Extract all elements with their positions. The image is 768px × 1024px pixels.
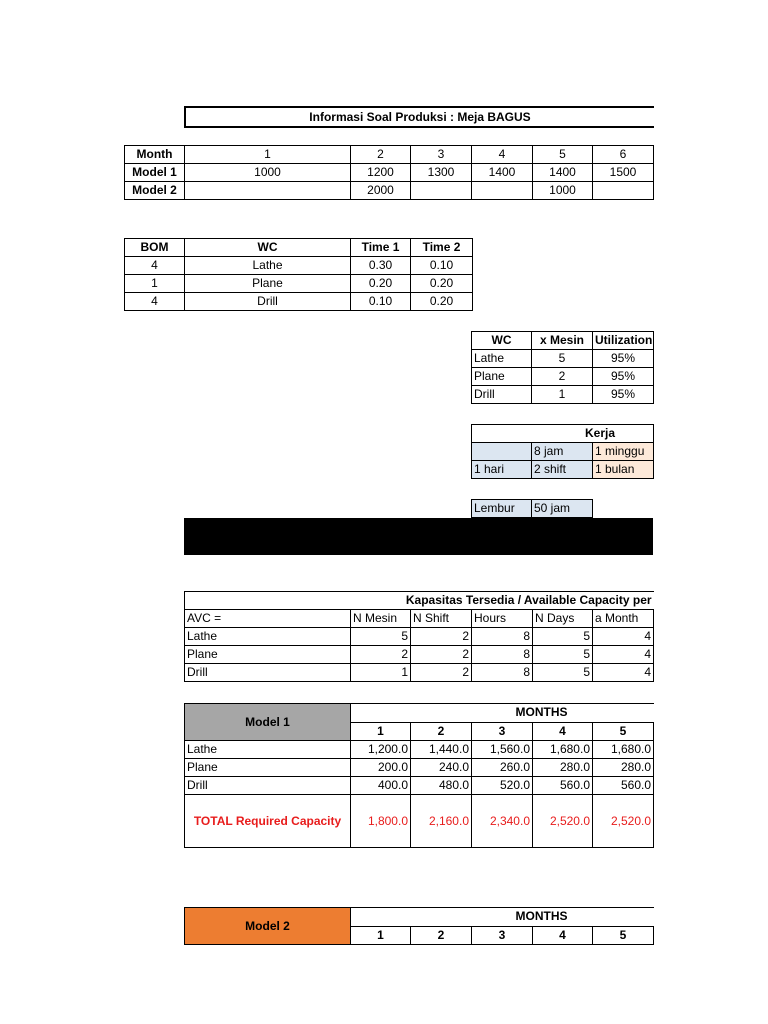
cell: 240.0: [411, 759, 472, 777]
table-row: [125, 164, 654, 182]
avc-table: [184, 591, 654, 682]
demand-table: [124, 145, 654, 200]
cell: [411, 182, 472, 200]
row-label: Model 1: [125, 164, 185, 182]
table-row: [125, 182, 654, 200]
cell: 0.10: [411, 257, 473, 275]
cell: 0.20: [411, 293, 473, 311]
table-row: [472, 368, 654, 386]
total-cell: 2,520.0: [593, 795, 654, 848]
row-label: Lathe: [185, 741, 351, 759]
table-row: [472, 350, 654, 368]
row-label: Model 2: [125, 182, 185, 200]
cell: 95%: [593, 350, 654, 368]
cell: 2: [411, 664, 472, 682]
month-header: 4: [533, 722, 593, 741]
row-label: Drill: [185, 664, 351, 682]
cell: 2: [411, 628, 472, 646]
cell: 8: [472, 646, 533, 664]
table-row: [472, 500, 593, 518]
model1-table: [184, 703, 654, 848]
total-cell: 2,340.0: [472, 795, 533, 848]
header-cell: WC: [185, 239, 351, 257]
header-cell: Time 1: [351, 239, 411, 257]
kerja-title: Kerja: [472, 425, 654, 443]
table-row: [472, 386, 654, 404]
table-row: [185, 646, 654, 664]
header-cell: N Shift: [411, 610, 472, 628]
month-header: 1: [351, 722, 411, 741]
month-header: 5: [593, 722, 654, 741]
table-row: [472, 332, 654, 350]
header-cell: Hours: [472, 610, 533, 628]
header-cell: AVC =: [185, 610, 351, 628]
header-cell: 1: [185, 146, 351, 164]
cell: Lathe: [472, 350, 532, 368]
lembur-value: 50 jam: [532, 500, 593, 518]
header-cell: N Days: [533, 610, 593, 628]
cell: 5: [533, 664, 593, 682]
cell: 560.0: [533, 777, 593, 795]
title-box: [184, 106, 654, 128]
cell: 2: [411, 646, 472, 664]
header-cell: a Month: [593, 610, 654, 628]
cell: 1000: [185, 164, 351, 182]
table-row: [185, 759, 654, 777]
cell: 1200: [351, 164, 411, 182]
header-cell: 2: [351, 146, 411, 164]
month-header: 1: [351, 926, 411, 945]
cell: 4: [125, 257, 185, 275]
cell: 5: [533, 646, 593, 664]
cell: 520.0: [472, 777, 533, 795]
table-row: [125, 293, 473, 311]
total-cell: 1,800.0: [351, 795, 411, 848]
months-label: MONTHS: [351, 704, 654, 723]
cell: 1: [532, 386, 593, 404]
cell: 480.0: [411, 777, 472, 795]
cell: 1 bulan: [593, 461, 654, 479]
month-header: 4: [533, 926, 593, 945]
header-cell: Month: [125, 146, 185, 164]
table-row: [185, 628, 654, 646]
cell: Drill: [185, 293, 351, 311]
cell: 1300: [411, 164, 472, 182]
table-row: [185, 664, 654, 682]
table-row: [125, 257, 473, 275]
black-divider-bar: [184, 518, 653, 555]
cell: 5: [532, 350, 593, 368]
cell: 2000: [351, 182, 411, 200]
cell: Plane: [185, 275, 351, 293]
row-label: Plane: [185, 759, 351, 777]
cell: 2 shift: [532, 461, 593, 479]
cell: 1,560.0: [472, 741, 533, 759]
cell: [185, 182, 351, 200]
cell: 2: [532, 368, 593, 386]
month-header: 2: [411, 926, 472, 945]
month-header: 2: [411, 722, 472, 741]
lembur-label: Lembur: [472, 500, 532, 518]
table-row: [472, 443, 654, 461]
cell: 1 minggu: [593, 443, 654, 461]
cell: 200.0: [351, 759, 411, 777]
table-row: [472, 425, 654, 443]
cell: 1: [125, 275, 185, 293]
cell: 280.0: [533, 759, 593, 777]
cell: 0.30: [351, 257, 411, 275]
cell: 1 hari: [472, 461, 532, 479]
cell: 4: [593, 646, 654, 664]
cell: [472, 443, 532, 461]
month-header: 3: [472, 722, 533, 741]
header-cell: 6: [593, 146, 654, 164]
table-row: [185, 592, 654, 610]
cell: 5: [351, 628, 411, 646]
cell: 1,680.0: [593, 741, 654, 759]
cell: 1400: [533, 164, 593, 182]
header-cell: BOM: [125, 239, 185, 257]
table-row: [185, 777, 654, 795]
page-title: Informasi Soal Produksi : Meja BAGUS: [309, 110, 531, 124]
machines-table: [471, 331, 654, 404]
cell: 1500: [593, 164, 654, 182]
row-label: Plane: [185, 646, 351, 664]
cell: 400.0: [351, 777, 411, 795]
cell: Lathe: [185, 257, 351, 275]
table-row: [125, 239, 473, 257]
lembur-table: [471, 499, 593, 518]
total-label: TOTAL Required Capacity: [185, 795, 351, 848]
table-row: [185, 704, 654, 723]
cell: [593, 182, 654, 200]
table-row: [125, 146, 654, 164]
row-label: Lathe: [185, 628, 351, 646]
table-row: [185, 908, 654, 927]
header-cell: 4: [472, 146, 533, 164]
cell: 8 jam: [532, 443, 593, 461]
bom-table: [124, 238, 473, 311]
row-label: Drill: [185, 777, 351, 795]
cell: 1: [351, 664, 411, 682]
header-cell: x Mesin: [532, 332, 593, 350]
cell: 0.20: [411, 275, 473, 293]
header-cell: Utilization: [593, 332, 654, 350]
model1-label: Model 1: [185, 704, 351, 741]
cell: 1,200.0: [351, 741, 411, 759]
cell: 4: [593, 628, 654, 646]
table-row: [472, 461, 654, 479]
cell: 8: [472, 628, 533, 646]
cell: [472, 182, 533, 200]
table-row: [185, 795, 654, 848]
header-cell: 5: [533, 146, 593, 164]
cell: 1000: [533, 182, 593, 200]
table-row: [125, 275, 473, 293]
cell: 0.20: [351, 275, 411, 293]
table-row: [185, 610, 654, 628]
cell: 260.0: [472, 759, 533, 777]
header-cell: 3: [411, 146, 472, 164]
header-cell: Time 2: [411, 239, 473, 257]
cell: 95%: [593, 386, 654, 404]
header-cell: WC: [472, 332, 532, 350]
cell: 280.0: [593, 759, 654, 777]
avc-title: Kapasitas Tersedia / Available Capacity per: [185, 592, 654, 610]
cell: Plane: [472, 368, 532, 386]
cell: 1,680.0: [533, 741, 593, 759]
table-row: [185, 741, 654, 759]
cell: Drill: [472, 386, 532, 404]
cell: 0.10: [351, 293, 411, 311]
cell: 4: [125, 293, 185, 311]
cell: 560.0: [593, 777, 654, 795]
model2-label: Model 2: [185, 908, 351, 945]
month-header: 3: [472, 926, 533, 945]
total-cell: 2,160.0: [411, 795, 472, 848]
model2-table: [184, 907, 654, 945]
header-cell: N Mesin: [351, 610, 411, 628]
cell: 8: [472, 664, 533, 682]
total-cell: 2,520.0: [533, 795, 593, 848]
cell: 95%: [593, 368, 654, 386]
kerja-table: [471, 424, 654, 479]
cell: 5: [533, 628, 593, 646]
months-label: MONTHS: [351, 908, 654, 927]
month-header: 5: [593, 926, 654, 945]
cell: 2: [351, 646, 411, 664]
cell: 4: [593, 664, 654, 682]
cell: 1400: [472, 164, 533, 182]
cell: 1,440.0: [411, 741, 472, 759]
